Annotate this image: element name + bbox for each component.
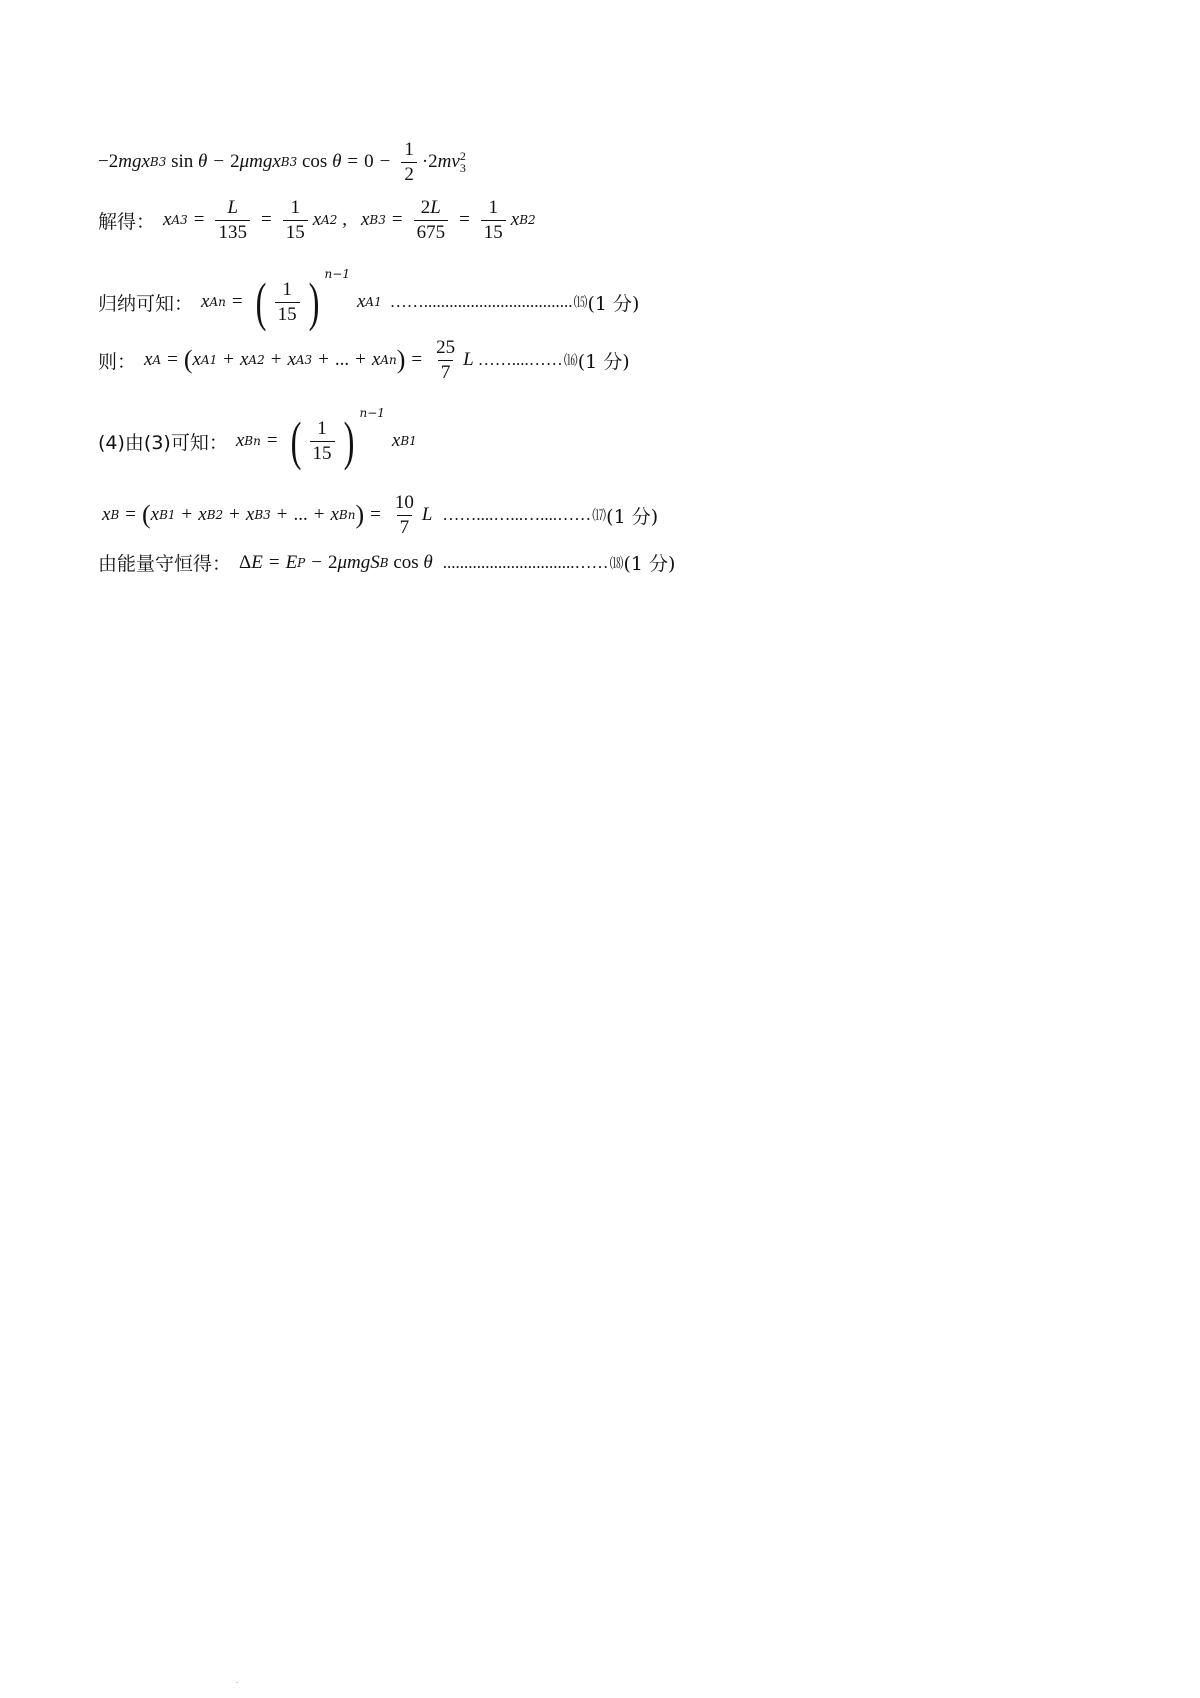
score-label: (1 分) (577, 350, 630, 373)
equation-line-7: 由能量守恒得： Δ E = E P − 2 μmgS B cos θ ...............................…… ⒅ (1 分) (98, 549, 675, 576)
leader-dots: ...............................…… (442, 552, 609, 572)
equation-line-2: 解得： x A3 = $\frac{L}{135}$ = $\frac{1}{15}$ x A2 , x B3 = $\frac{2L}{675}$ = $\frac{1}{15}$ x B2 (98, 197, 536, 243)
leader-dots: ……....…… (477, 350, 563, 370)
energy-conservation-label: 由能量守恒得： (98, 553, 232, 575)
score-label: (1 分) (587, 292, 640, 315)
leader-dots: ……....…...…....…… (442, 505, 592, 525)
step-marker: ⒃ (563, 354, 578, 370)
step-marker: ⒅ (609, 556, 624, 572)
score-label: (1 分) (623, 553, 676, 575)
scan-speck (236, 1682, 238, 1683)
then-label: 则： (98, 350, 137, 373)
equation-line-6: x B = ( x B1 + x B2 + x B3 + ... + x Bn ) = $\frac{10}{7}$ L ……....…...…....…… ⒄ (1 分) (102, 492, 659, 538)
leader-dots: ……................................... (389, 292, 573, 311)
equation-line-3: 归纳可知： x An = ( $\frac{1}{15}$ ) n−1 x A1 ……................................... ⒂ (1 分) (98, 267, 640, 332)
solution-label: 解得： (98, 210, 156, 233)
equation-line-4: 则： x A = ( x A1 + x A2 + x A3 + ... + x An ) = $\frac{25}{7}$ L ……....…… ⒃ (1 分) (98, 337, 630, 383)
score-label: (1 分) (606, 505, 659, 528)
step-marker: ⒄ (592, 509, 607, 525)
part4-label: (4)由(3)可知： (98, 431, 228, 454)
step-marker: ⒂ (573, 296, 588, 311)
equation-line-1: −2 mgx B3 sin θ − 2 μmgx B3 cos θ = 0 − $\frac{1}{2}$ ·2 mv 2 3 (98, 139, 466, 185)
equation-line-5: (4)由(3)可知： x Bn = ( $\frac{1}{15}$ ) n−1 x B1 (98, 406, 417, 471)
induction-label: 归纳可知： (98, 292, 194, 315)
